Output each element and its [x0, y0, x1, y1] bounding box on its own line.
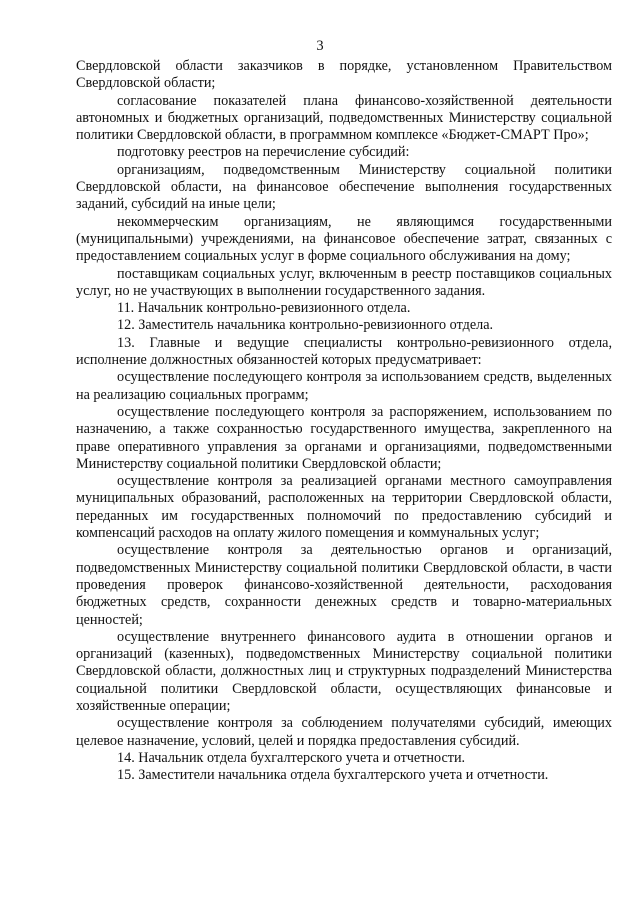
paragraph: согласование показателей плана финансово-хозяйственной деятельности автономных и бюджетных организаций, подведомственных Министерству социальной политики Свердловской области, в программном комплексе «Бюджет-СМАРТ Про»;: [76, 92, 612, 144]
paragraph: организациям, подведомственным Министерству социальной политики Свердловской области, на финансовое обеспечение выполнения государственных заданий, субсидий на иные цели;: [76, 161, 612, 213]
paragraph: некоммерческим организациям, не являющимся государственными (муниципальными) учреждениями, на финансовое обеспечение затрат, связанных с предоставлением социальных услуг в форме социального обслуживания на дому;: [76, 213, 612, 265]
paragraph: 15. Заместители начальника отдела бухгалтерского учета и отчетности.: [117, 767, 549, 784]
paragraph: 14. Начальник отдела бухгалтерского учета и отчетности.: [117, 749, 466, 766]
paragraph: Свердловской области заказчиков в порядке, установленном Правительством Свердловской области;: [76, 58, 612, 92]
paragraph: осуществление контроля за деятельностью органов и организаций, подведомственных Министерству социальной политики Свердловской области, в части проведения проверок финансово-хозяйственной деятельности, расходования бюджетных средств, сохранности денежных средств и товарно-материальных ценностей;: [76, 542, 612, 628]
paragraph: 11. Начальник контрольно-ревизионного отдела.: [117, 300, 411, 317]
paragraph: 12. Заместитель начальника контрольно-ревизионного отдела.: [117, 317, 494, 334]
paragraph: подготовку реестров на перечисление субсидий:: [117, 144, 410, 161]
paragraph: 13. Главные и ведущие специалисты контрольно-ревизионного отдела, исполнение должностных обязанностей которых предусматривает:: [76, 334, 612, 369]
paragraph: осуществление контроля за соблюдением получателями субсидий, имеющих целевое назначение, условий, целей и порядка предоставления субсидий.: [76, 715, 612, 749]
paragraph: осуществление внутреннего финансового аудита в отношении органов и организаций (казенных), подведомственных Министерству социальной политики Свердловской области, должностных лиц и структурных подразделений Министерства социальной политики Свердловской области, осуществляющих финансовые и хозяйственные операции;: [76, 628, 612, 714]
paragraph: поставщикам социальных услуг, включенным в реестр поставщиков социальных услуг, но не участвующих в выполнении государственного задания.: [76, 265, 612, 299]
page-number: 3: [316, 38, 324, 54]
paragraph: осуществление последующего контроля за распоряжением, использованием по назначению, а также сохранностью государственного имущества, закрепленного на праве оперативного управления за органами и организациями, подведомственными Министерству социальной политики Свердловской области;: [76, 403, 612, 472]
paragraph: осуществление последующего контроля за использованием средств, выделенных на реализацию социальных программ;: [76, 369, 612, 403]
paragraph: осуществление контроля за реализацией органами местного самоуправления муниципальных образований, расположенных на территории Свердловской области, переданных им государственных полномочий по предоставлению субсидий и компенсаций расходов на оплату жилого помещения и коммунальных услуг;: [76, 473, 612, 542]
document-body: [76, 58, 612, 784]
